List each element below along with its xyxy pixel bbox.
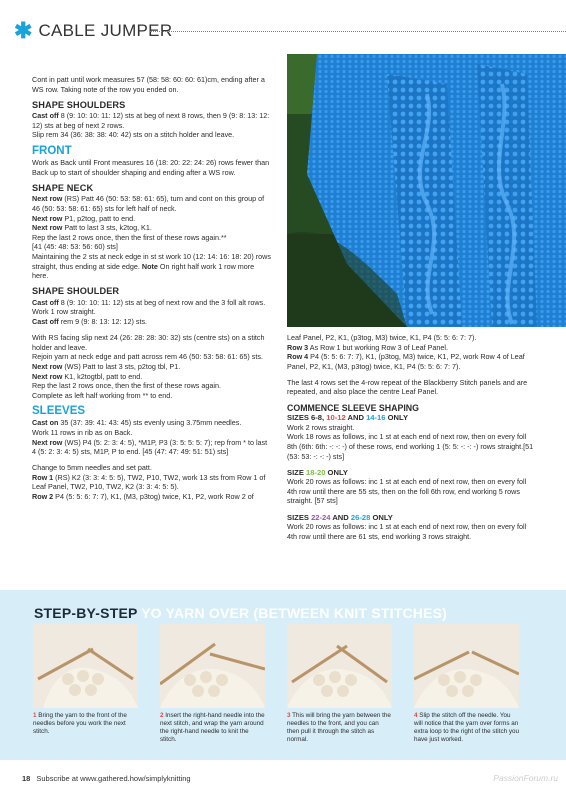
sweater-photo <box>287 54 566 327</box>
size-blue: 14-16 <box>366 413 386 423</box>
sizes-22-28-heading <box>287 513 537 523</box>
instruction-text: (WS) Patt to last 3 sts, p2tog tbl, P1. <box>62 361 181 371</box>
instruction-text: 8 (9: 10: 10: 11: 12) sts at beg of next 8 rows, then 9 (9: 8: 13: 12: 12) sts at beg of next 2 rows. <box>32 111 270 130</box>
header-divider <box>150 31 566 32</box>
shape-neck-heading: SHAPE NECK <box>32 182 94 193</box>
step-number: 3 <box>287 712 291 719</box>
section-header <box>14 20 172 42</box>
step-3-text <box>287 712 392 744</box>
bold-term: Cast off <box>32 297 59 307</box>
instruction-text: K1, k2togtbl, patt to end. <box>62 371 143 381</box>
commence-line-1: Work 2 rows straight. <box>287 422 355 432</box>
size-18-20-heading <box>287 468 537 478</box>
front-heading: FRONT <box>32 144 72 157</box>
bold-term: Row 3 <box>287 342 309 352</box>
sizes-22-28-text: Work 20 rows as follows: inc 1 st at each end of next row, then on every foll 4th row until there are 61 sts, end working 3 rows straight. <box>287 522 527 541</box>
shape-shoulder-line-4: With RS facing slip next 24 (26: 28: 28: 30: 32) sts (centre sts) on a stitch holder and leave. <box>32 333 265 352</box>
sizes-and: AND <box>330 512 351 522</box>
bold-term: Row 1 <box>32 472 54 482</box>
step-4 <box>414 624 519 744</box>
front-paragraph: Work as Back until Front measures 16 (18: 20: 22: 24: 26) rows fewer than Back up to start of shoulder shaping and ending after a WS row. <box>32 158 270 177</box>
subscribe-link[interactable]: Subscribe at www.gathered.how/simplyknitting <box>36 774 191 783</box>
size-18-20-text: Work 20 rows as follows: inc 1 st at each end of next row, then on every foll 4th row until there are 55 sts, then on the foll 6th row, end working 5 rows straight. [57 sts] <box>287 477 527 506</box>
bold-term: Next row <box>32 223 63 233</box>
instruction-text: On right half work 1 row more here. <box>32 261 255 281</box>
sizes-only: ONLY <box>325 467 348 477</box>
instruction-text: P4 (5: 5: 6: 7: 7), K1, (p3tog, M3) twice, K1, P2, work Row 4 of Leaf Panel, P2, K1, (M3, p3tog) twice, K1, P4 (5: 5: 6: 7: 7). <box>287 352 525 371</box>
shape-shoulder-line-2: Work 1 row straight. <box>32 307 96 317</box>
step-2 <box>160 624 265 744</box>
size-purple: 22-24 <box>311 512 331 522</box>
commence-line-2: Work 18 rows as follows, inc 1 st at each end of next row, then on every foll 8th (6th: 6th: -: -: -) of these rows, end working 1 (5: 5: -: -: -) rows straight.[51 (53: 53: -: -: -) sts] <box>287 432 534 461</box>
sizes-label: SIZES 6-8, <box>287 413 327 423</box>
bold-term: Cast off <box>32 111 59 121</box>
shape-neck-line-2 <box>32 214 272 224</box>
step-1 <box>33 624 138 736</box>
sleeves-line-4: Change to 5mm needles and set patt. <box>32 463 152 473</box>
intro-paragraph: Cont in patt until work measures 57 (58: 58: 60: 60: 61)cm, ending after a WS row. Taking note of the row you ended on. <box>32 75 265 94</box>
instruction-text: (RS) Patt 46 (50: 53: 58: 61: 65), turn and cont on this group of 46 (50: 53: 58: 61: 65) sts for left half of neck. <box>32 194 265 214</box>
sleeves-heading: SLEEVES <box>32 404 86 417</box>
asterisk-icon: ✱ <box>14 18 33 43</box>
step-description: Slip the stitch off the needle. You will notice that the yarn over forms an extra loop to the right of the stitch you have just worked. <box>414 712 520 743</box>
shape-shoulder-line-7 <box>32 372 272 382</box>
right-line-1: Leaf Panel, P2, K1, (p3tog, M3) twice, K1, P4 (5: 5: 6: 7: 7). <box>287 333 477 342</box>
bold-term: Next row <box>32 437 63 447</box>
step-4-text <box>414 712 519 744</box>
step-3 <box>287 624 392 744</box>
step-by-step-title <box>34 605 447 621</box>
sizes-and: AND <box>345 413 367 423</box>
step-description: This will bring the yarn between the needles to the front, and you can then pull it through the stitch as normal. <box>287 712 391 743</box>
step-1-photo <box>33 624 138 708</box>
right-line-2 <box>287 343 537 353</box>
shape-neck-line-6 <box>32 252 272 281</box>
step-description: Insert the right-hand needle into the next stitch, and wrap the yarn around the right-hand needle to knit the stitch. <box>160 712 265 743</box>
step-2-text <box>160 712 265 744</box>
instruction-text: (RS) K2 (3: 3: 4: 5: 5), TW2, P10, TW2, work 13 sts from Row 1 of Leaf Panel, TW2, P10, TW2, K2 (3: 3: 4: 5: 5). <box>32 472 266 492</box>
size-blue: 26-28 <box>350 512 371 522</box>
size-label: SIZE <box>287 467 306 477</box>
sleeves-line-1 <box>32 418 272 428</box>
sizes-label: SIZES <box>287 512 312 522</box>
instruction-text: Maintaining the 2 sts at neck edge in st st work 10 (12: 14: 16: 18: 20) rows straight, thus ending at side edge. <box>32 252 271 271</box>
instruction-text: P4 (5: 5: 6: 7: 7), K1, (M3, p3tog) twice, K1, P2, work Row 2 of <box>53 492 254 502</box>
page-number: 18 <box>22 774 31 783</box>
shape-shoulders-heading: SHAPE SHOULDERS <box>32 99 126 110</box>
instruction-text: P1, p2tog, patt to end. <box>62 213 136 223</box>
sizes-only: ONLY <box>385 413 409 423</box>
step-by-step-subject: YO YARN OVER (BETWEEN KNIT STITCHES) <box>137 605 448 621</box>
shape-shoulder-line-9: Complete as left half working from ** to end. <box>32 390 173 400</box>
right-line-4: The last 4 rows set the 4-row repeat of the Blackberry Stitch panels and are repeated, and also place the centre Leaf Panel. <box>287 377 528 397</box>
instruction-text: (WS) P4 (5: 2: 3: 4: 5), *M1P, P3 (3: 5: 5: 5: 7); rep from * to last 4 (5: 2: 3: 4: 5) sts, M1P, P to end. [45 (47: 47: 49: 51: 51) sts] <box>32 437 268 457</box>
step-number: 4 <box>414 712 418 719</box>
commence-sleeve-heading: COMMENCE SLEEVE SHAPING <box>287 402 419 413</box>
shape-shoulder-line-5: Rejoin yarn at neck edge and patt across rem 46 (50: 53: 58: 61: 65) sts. <box>32 352 263 362</box>
shape-shoulders-line-2: Slip rem 34 (36: 38: 38: 40: 42) sts on a stitch holder and leave. <box>32 130 235 140</box>
instruction-text: 8 (9: 10: 10: 11: 12) sts at beg of next row and the 3 foll alt rows. <box>58 297 266 307</box>
step-number: 2 <box>160 712 164 719</box>
bold-term: Next row <box>32 194 63 204</box>
instruction-text: rem 9 (9: 8: 13: 12: 12) sts. <box>58 317 148 327</box>
sweater-photo-image <box>287 54 566 327</box>
step-1-text <box>33 712 138 736</box>
step-4-photo <box>414 624 519 708</box>
bold-term: Row 4 <box>287 352 309 362</box>
shape-shoulder-line-6 <box>32 362 272 372</box>
bold-term: Row 2 <box>32 492 54 502</box>
bold-term: Cast off <box>32 317 59 327</box>
step-3-photo <box>287 624 392 708</box>
right-line-3 <box>287 352 537 371</box>
instruction-text: Patt to last 3 sts, k2tog, K1. <box>62 223 152 233</box>
bold-term: Note <box>141 261 158 271</box>
shape-neck-line-1 <box>32 194 272 213</box>
bold-term: Cast on <box>32 418 59 428</box>
sleeves-line-2: Work 11 rows in rib as on Back. <box>32 428 133 437</box>
bold-term: Next row <box>32 371 63 381</box>
size-green: 18-20 <box>306 467 326 477</box>
pattern-right-column <box>287 333 537 541</box>
step-description: Bring the yarn to the front of the needles before you work the next stitch. <box>33 712 127 735</box>
shape-neck-line-4: Rep the last 2 rows once, then the first of these rows again.** <box>32 232 227 242</box>
page-title: CABLE JUMPER <box>38 21 173 40</box>
bold-term: Next row <box>32 361 63 371</box>
step-2-photo <box>160 624 265 708</box>
shape-neck-line-3 <box>32 223 272 233</box>
step-number: 1 <box>33 712 37 719</box>
shape-shoulder-line-3 <box>32 317 272 327</box>
sleeves-line-3 <box>32 438 272 457</box>
sizes-heading-1 <box>287 413 537 423</box>
size-red: 10-12 <box>326 413 346 423</box>
step-by-step-label: STEP-BY-STEP <box>34 605 138 621</box>
shape-neck-line-5: [41 (45: 48: 53: 56: 60) sts] <box>32 242 118 252</box>
watermark: PassionForum.ru <box>493 773 558 783</box>
shape-shoulders-line-1 <box>32 111 272 130</box>
shape-shoulder-line-1 <box>32 298 272 308</box>
instruction-text: 35 (37: 39: 41: 43: 45) sts evenly using 3.75mm needles. <box>58 418 242 428</box>
pattern-left-column <box>32 75 272 502</box>
instruction-text: As Row 1 but working Row 3 of Leaf Panel. <box>308 342 449 352</box>
sleeves-line-6 <box>32 492 272 502</box>
sleeves-line-5 <box>32 473 272 492</box>
shape-shoulder-line-8: Rep the last 2 rows once, then the first of these rows again. <box>32 381 221 391</box>
sizes-only: ONLY <box>370 512 393 522</box>
shape-shoulder-heading: SHAPE SHOULDER <box>32 286 120 297</box>
page-footer <box>22 774 191 783</box>
bold-term: Next row <box>32 213 63 223</box>
